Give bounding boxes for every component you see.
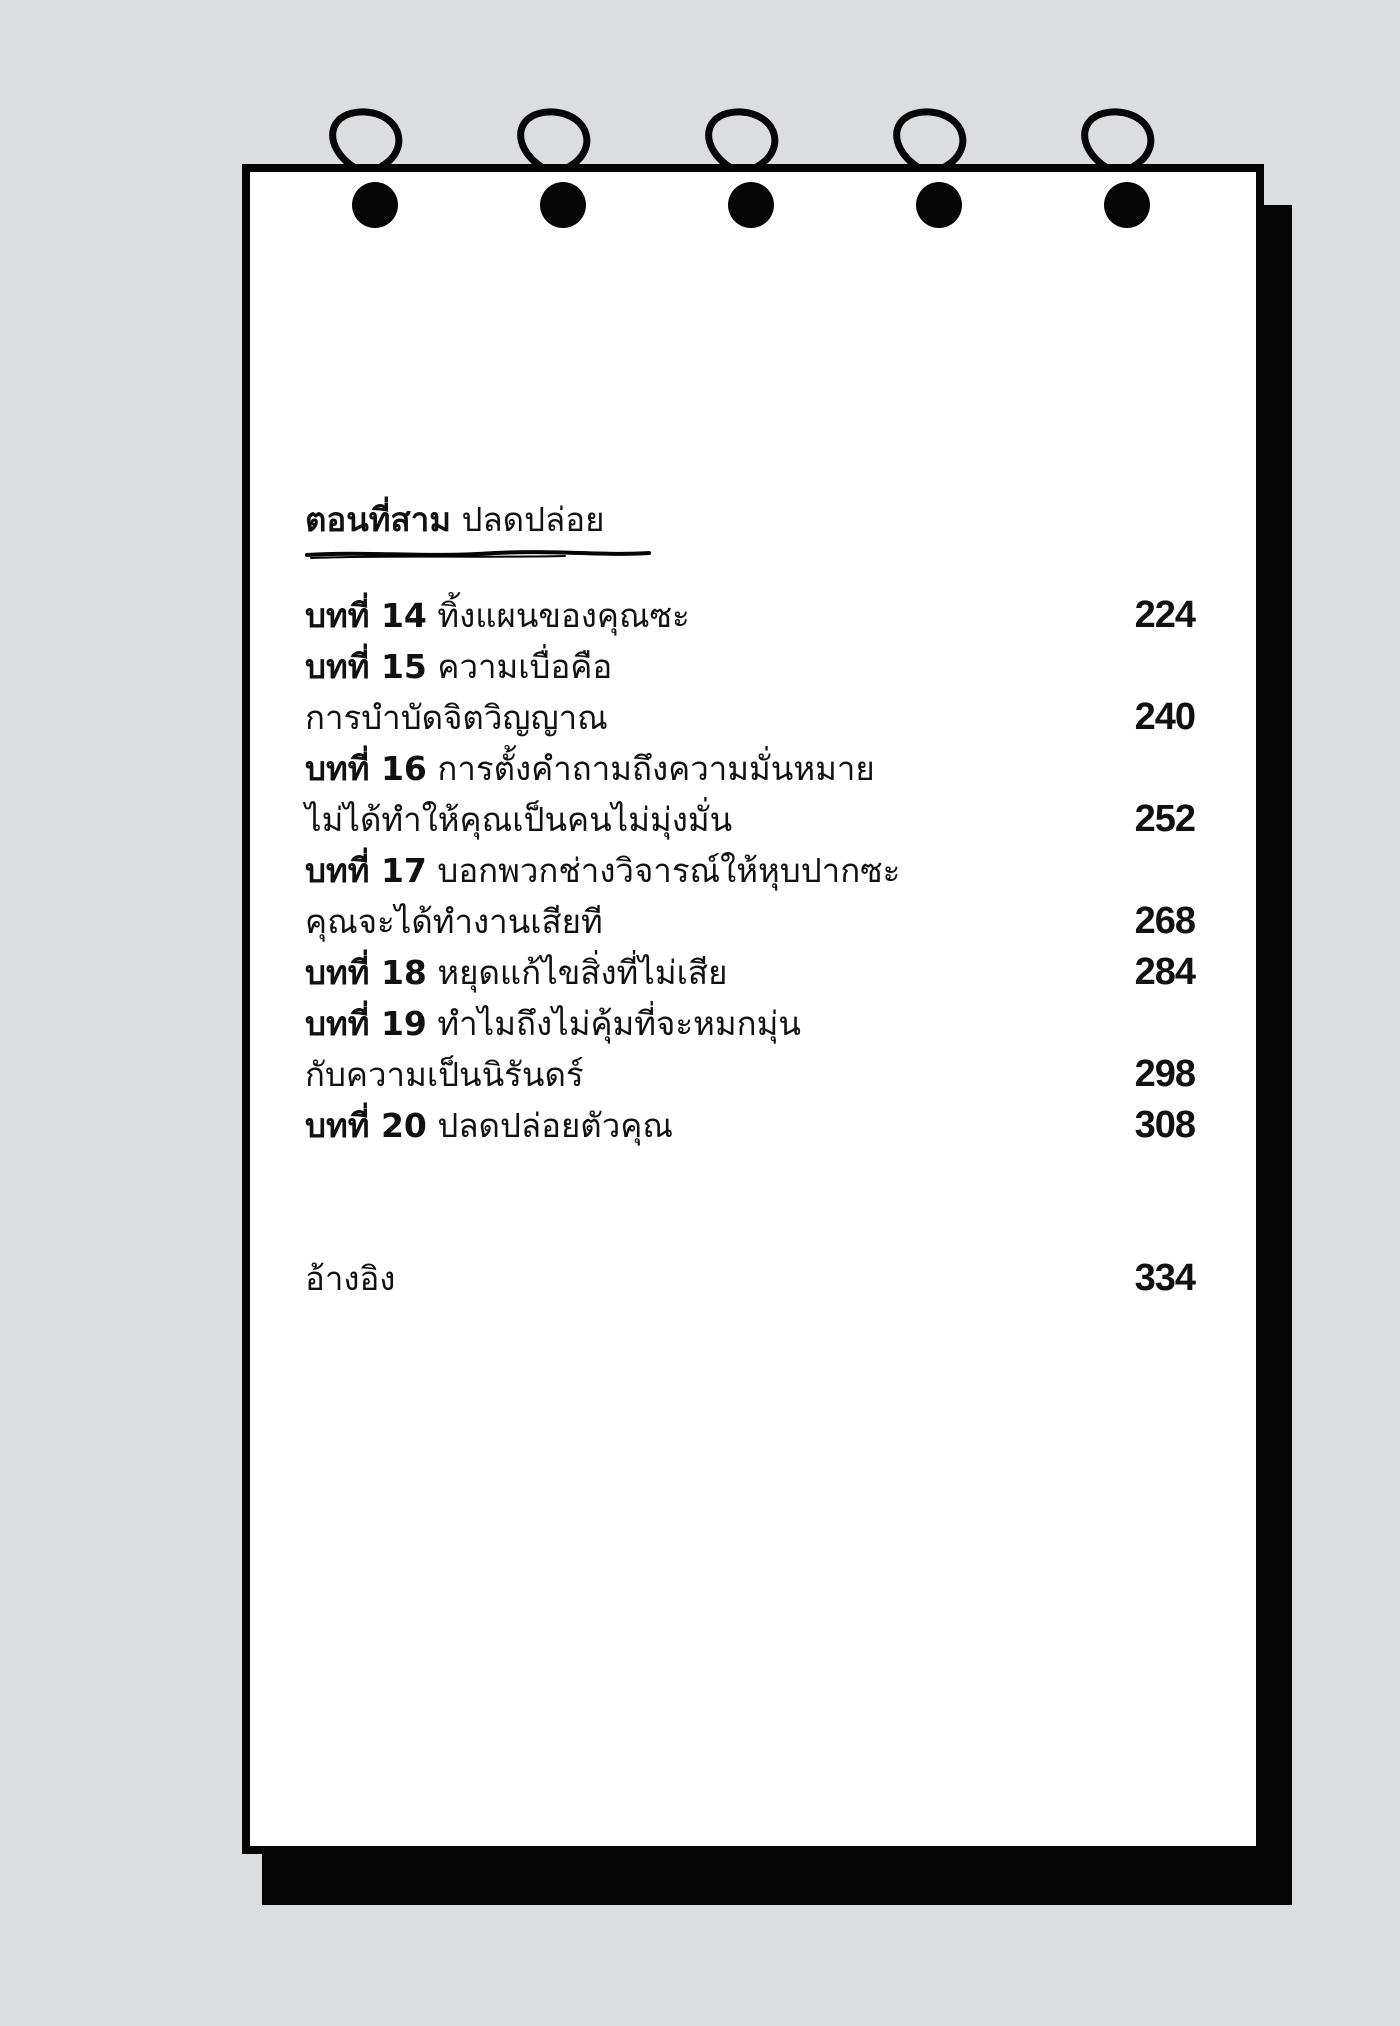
chapter-title: ความเบื่อคือ xyxy=(437,647,613,686)
toc-line[interactable] xyxy=(305,641,1195,692)
chapter-title: การบำบัดจิตวิญญาณ xyxy=(305,698,608,737)
toc-line[interactable] xyxy=(305,1049,1195,1100)
page-number: 284 xyxy=(1134,951,1195,993)
chapter-title: ไม่ได้ทำให้คุณเป็นคนไม่มุ่งมั่น xyxy=(305,800,733,839)
page-number: 308 xyxy=(1134,1104,1195,1146)
chapter-title: หยุดแก้ไขสิ่งที่ไม่เสีย xyxy=(437,953,728,992)
toc-line[interactable] xyxy=(305,794,1195,845)
chapter-number: บทที่ 14 xyxy=(305,596,427,635)
chapter-title: ปลดปล่อยตัวคุณ xyxy=(437,1106,673,1145)
toc-line[interactable] xyxy=(305,590,1195,641)
toc-line[interactable] xyxy=(305,743,1195,794)
chapter-number: บทที่ 20 xyxy=(305,1106,427,1145)
page-number: 298 xyxy=(1134,1053,1195,1095)
toc-line[interactable] xyxy=(305,896,1195,947)
chapter-title: การตั้งคำถามถึงความมั่นหมาย xyxy=(437,749,875,788)
toc-line[interactable] xyxy=(305,845,1195,896)
chapter-number: บทที่ 16 xyxy=(305,749,427,788)
toc-line[interactable] xyxy=(305,998,1195,1049)
toc-line[interactable] xyxy=(305,692,1195,743)
page-number: 252 xyxy=(1134,798,1195,840)
references-label: อ้างอิง xyxy=(305,1259,396,1298)
page-number: 268 xyxy=(1134,900,1195,942)
toc-line[interactable] xyxy=(305,947,1195,998)
chapter-title: กับความเป็นนิรันดร์ xyxy=(305,1055,584,1094)
chapter-number: บทที่ 17 xyxy=(305,851,427,890)
page-number: 240 xyxy=(1134,696,1195,738)
toc-line[interactable] xyxy=(305,1100,1195,1151)
chapter-title: ทิ้งแผนของคุณซะ xyxy=(437,596,690,635)
references-entry[interactable] xyxy=(305,1253,1195,1304)
toc-list xyxy=(305,590,1195,1151)
table-of-contents xyxy=(305,490,1195,1304)
chapter-title: คุณจะได้ทำงานเสียที xyxy=(305,902,603,941)
part-label: ตอนที่สาม xyxy=(305,500,451,539)
part-title: ปลดปล่อย xyxy=(461,500,605,539)
chapter-number: บทที่ 15 xyxy=(305,647,427,686)
references-page-number: 334 xyxy=(1134,1257,1195,1299)
chapter-title: บอกพวกช่างวิจารณ์ให้หุบปากซะ xyxy=(437,851,901,890)
chapter-number: บทที่ 18 xyxy=(305,953,427,992)
part-heading xyxy=(305,490,1195,550)
page-number: 224 xyxy=(1134,594,1195,636)
chapter-title: ทำไมถึงไม่คุ้มที่จะหมกมุ่น xyxy=(437,1004,801,1043)
chapter-number: บทที่ 19 xyxy=(305,1004,427,1043)
